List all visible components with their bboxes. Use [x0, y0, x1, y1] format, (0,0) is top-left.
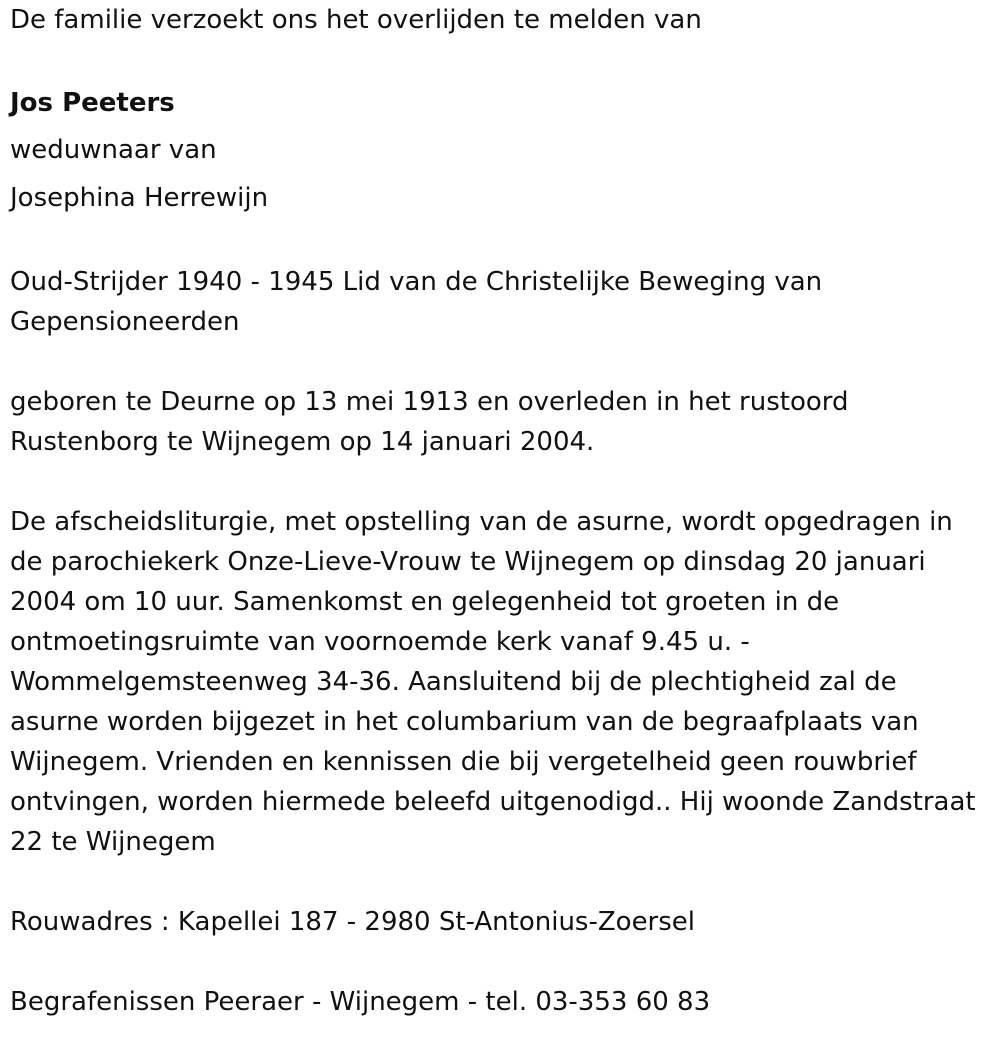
ceremony-text: De afscheidsliturgie, met opstelling van de asurne, wordt opgedragen in de parochiekerk Onze-Lieve-Vrouw te Wijnegem op dinsdag 20 januari 2004 om 10 uur. Samenkomst en gelegenheid tot groeten in de ontmoetingsruimte van voornoemde kerk vanaf 9.45 u. - Wommelgemsteenweg 34-36. Aansluitend bij de plechtigheid zal de asurne worden bijgezet in het columbarium van de begraafplaats van Wijnegem. Vrienden en kennissen die bij vergetelheid geen rouwbrief ontvingen, worden hiermede beleefd uitgenodigd.. Hij woonde Zandstraat 22 te Wijnegem [10, 507, 976, 857]
funeral-home: Begrafenissen Peeraer - Wijnegem - tel. 03-353 60 83 [10, 987, 711, 1017]
relation-text: weduwnaar van [10, 135, 217, 165]
membership-text: Oud-Strijder 1940 - 1945 Lid van de Christelijke Beweging van Gepensioneerden [10, 267, 823, 337]
birth-death-text: geboren te Deurne op 13 mei 1913 en overleden in het rustoord Rustenborg te Wijnegem op 14 januari 2004. [10, 387, 849, 457]
death-notice [10, 0, 985, 1022]
intro-text: De familie verzoekt ons het overlijden te melden van [10, 5, 702, 35]
mourning-address: Rouwadres : Kapellei 187 - 2980 St-Antonius-Zoersel [10, 907, 696, 937]
spouse-name: Josephina Herrewijn [10, 183, 269, 213]
deceased-name: Jos Peeters [10, 88, 175, 118]
